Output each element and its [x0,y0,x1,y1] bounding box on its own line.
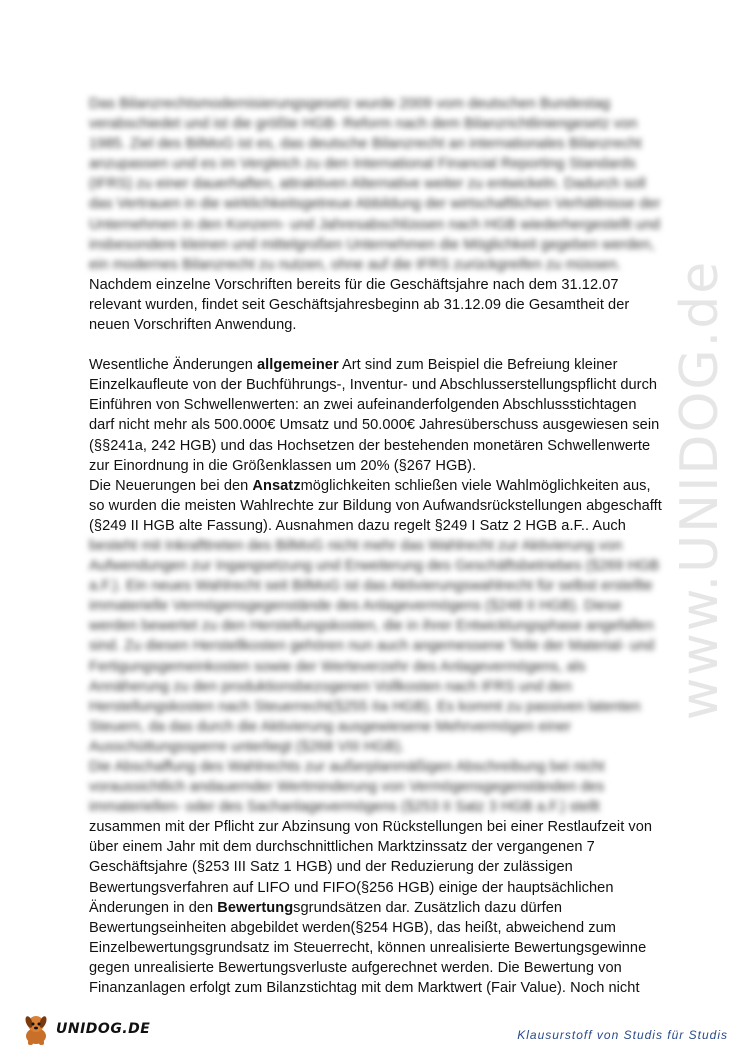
blurred-intro-paragraph [89,94,689,275]
text-line: ein modernes Bilanzrecht zu nutzen, ohne auf die IFRS zurückgreifen zu müssen. [89,256,621,273]
text-line: Bewertungseinheiten abgebildet werden(§254 HGB), das heißt, abweichend zum [89,919,616,936]
text-line: werden bewertet zu den Herstellungskosten, die in ihrer Entwicklungsphase angefallen [89,618,654,635]
paragraph-3 [89,476,689,536]
text-line: immaterielle Vermögensgegenstände des Anlagevermögens (§248 II HGB). Diese [89,598,622,615]
text-line: (§249 II HGB alte Fassung). Ausnahmen dazu regelt §249 I Satz 2 HGB a.F.. Auch [89,517,626,534]
text-line: 1985. Ziel des BilMoG ist es, das deutsche Bilanzrecht an internationales Bilanzrecht [89,136,642,153]
watermark-text: www.UNIDOG.de [670,259,730,721]
text-line: das Vertrauen in die wirklichkeitsgetreue Abbildung der wirtschaftlichen Verhältnisse der [89,196,661,213]
paragraph-1 [89,275,689,335]
text-line: so wurden die meisten Wahlrechte zur Bildung von Aufwandsrückstellungen abgeschafft [89,497,662,514]
text-line: Finanzanlagen erfolgt zum Bilanzstichtag mit dem Marktwert (Fair Value). Noch nicht [89,980,640,997]
text-line: Einzelkaufleute von der Buchführungs-, Inventur- und Abschlusserstellungspflicht durch [89,377,658,394]
text-line: Herstellungskosten nach Steuerrecht(§255 IIa HGB). Es kommt zu passiven latenten [89,698,641,715]
text-line: (IFRS) zu einer dauerhaften, attraktiven Alternative weiter zu entwickeln. Dadurch soll [89,176,646,193]
text-line: a.F.). Ein neues Wahlrecht seit BilMoG ist das Aktivierungswahlrecht für selbst erstellte [89,578,653,595]
text-line: darf nicht mehr als 500.000€ Umsatz und 50.000€ Jahresüberschuss ausgewiesen sein [89,417,660,434]
text-line: anzupassen und es im Vergleich zu den International Financial Reporting Standards [89,156,636,173]
text-line: besteht mit Inkrafttreten des BilMoG nicht mehr das Wahlrecht zur Aktivierung von [89,537,623,554]
text-line: Steuern, da das durch die Aktivierung ausgewiesene Mehrvermögen einer [89,718,572,735]
bold-keyword: allgemeiner [257,357,339,374]
text-line: immateriellen- oder des Sachanlagevermögens (§253 II Satz 3 HGB a.F.) stellt [89,799,600,816]
text-line: Bewertungsverfahren auf LIFO und FIFO(§256 HGB) einige der hauptsächlichen [89,879,614,896]
text-line: zusammen mit der Pflicht zur Abzinsung von Rückstellungen bei einer Restlaufzeit von [89,819,653,836]
logo-text: UNIDOG.DE [56,1021,151,1037]
text-line: Änderungen in den Bewertungsgrundsätzen dar. Zusätzlich dazu dürfen [89,899,563,916]
dog-mascot-icon [22,1012,54,1046]
bold-keyword: Ansatz [252,477,301,494]
text-line: (§§241a, 242 HGB) und das Hochsetzen der bestehenden monetären Schwellenwerte [89,437,651,454]
body-text [89,94,689,998]
text-line: gegen unrealisierte Bewertungsverluste aufgerechnet werden. Die Bewertung von [89,959,622,976]
paragraph-2 [89,355,689,476]
text-line: relevant wurden, findet seit Geschäftsjahresbeginn ab 31.12.09 die Gesamtheit der [89,296,630,313]
text-line: Das Bilanzrechtsmodernisierungsgesetz wurde 2009 vom deutschen Bundestag [89,96,611,112]
text-line: Einführen von Schwellenwerten: an zwei aufeinanderfolgenden Abschlussstichtagen [89,397,637,414]
unidog-logo [22,1012,162,1046]
text-line: sind. Zu diesen Herstellkosten gehören nun auch angemessene Teile der Material- und [89,638,655,655]
text-line: verabschiedet und ist die größte HGB- Reform nach dem Bilanzrichtliniengesetz von [89,116,638,133]
text-line: zur Einordnung in die Größenklassen um 20% (§267 HGB). [89,457,477,474]
text-line: Die Abschaffung des Wahlrechts zur außerplanmäßigen Abschreibung bei nicht [89,759,605,775]
footer-tagline: Klausurstoff von Studis für Studis [517,1028,728,1042]
text-line: insbesondere kleinen und mittelgroßen Unternehmen die Möglichkeit gegeben werden, [89,236,655,253]
bold-keyword: Bewertung [217,899,294,916]
text-line: voraussichtlich andauernder Wertminderung von Vermögensgegenständen des [89,779,605,796]
paragraph-4 [89,817,689,998]
text-line: Einzelbewertungsgrundsatz im Steuerrecht, können unrealisierte Bewertungsgewinne [89,939,647,956]
blurred-middle-paragraph [89,536,689,817]
text-line: neuen Vorschriften Anwendung. [89,317,297,334]
text-line: Fertigungsgemeinkosten sowie der Werteverzehr des Anlagevermögens, als [89,658,586,675]
text-line: über einem Jahr mit dem durchschnittlichen Marktzinssatz der vergangenen 7 [89,839,595,856]
text-line: Aufwendungen zur Ingangsetzung und Erweiterung des Geschäftsbetriebes (§269 HGB [89,558,660,575]
text-line: Annäherung zu den produktionsbezogenen Vollkosten nach IFRS und den [89,678,572,695]
text-line: Nachdem einzelne Vorschriften bereits für die Geschäftsjahre nach dem 31.12.07 [89,276,619,293]
text-line: Geschäftsjahre (§253 III Satz 1 HGB) und der Reduzierung der zulässigen [89,859,573,876]
text-line: Ausschüttungssperre unterliegt (§268 VIII HGB). [89,738,405,755]
text-line: Die Neuerungen bei den Ansatzmöglichkeiten schließen viele Wahlmöglichkeiten aus, [89,477,651,494]
text-line: Wesentliche Änderungen allgemeiner Art sind zum Beispiel die Befreiung kleiner [89,357,618,374]
text-line: Unternehmen in den Konzern- und Jahresabschlüssen nach HGB wiederhergestellt und [89,216,661,233]
